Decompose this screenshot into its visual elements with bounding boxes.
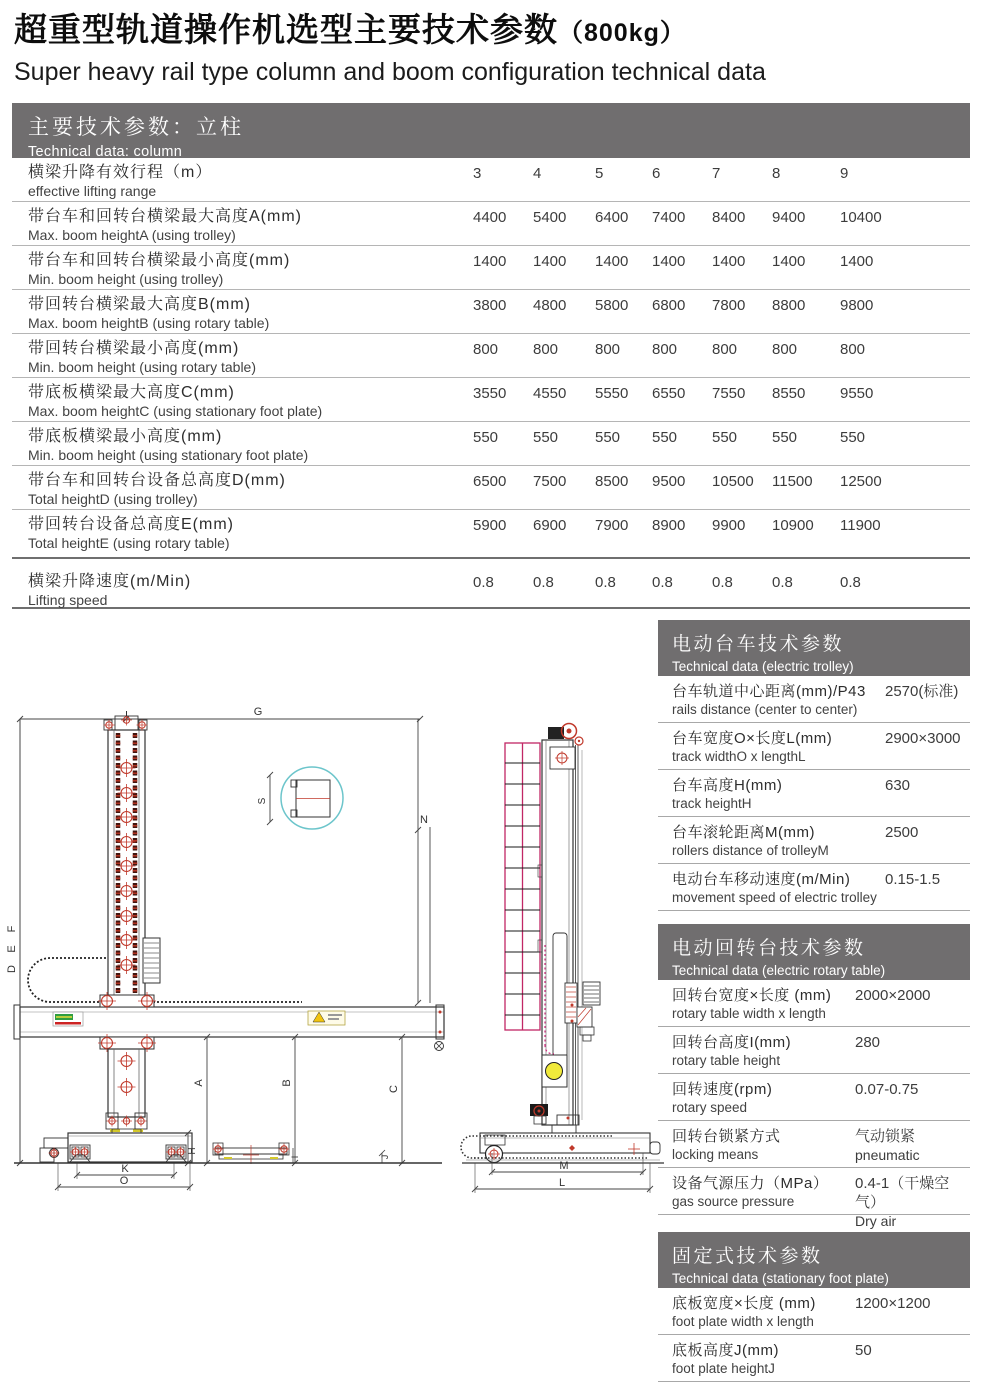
cell-value: 800 [533,341,559,358]
cell-value: 4800 [533,297,567,314]
page-title-zh: 超重型轨道操作机选型主要技术参数 [14,11,558,48]
cell-value: 4400 [473,209,507,226]
footplate-title-zh: 固定式技术参数 [672,1246,823,1267]
cell-value: 550 [473,429,499,446]
dim-label-k: K [121,1163,129,1175]
cell-value: 8400 [712,209,746,226]
side-view-drawing [442,705,667,1195]
column-table-title-zh: 主要技术参数：立柱 [28,116,244,139]
footplate-technical-table [658,1232,970,1382]
cell-value: 7800 [712,297,746,314]
rotary-title-zh: 电动回转台技术参数 [672,938,866,959]
trolley-table-header [658,620,970,676]
row-label-zh: 横梁升降速度(m/Min) [28,573,192,590]
cell-value: 7900 [595,517,629,534]
cell-value: 1400 [533,253,567,270]
cell-value: 0.8 [840,574,861,591]
cell-value: 10400 [840,209,882,226]
row-label-en: track heightH [672,796,752,811]
cell-value: 9900 [712,517,746,534]
page-title [14,10,766,53]
column-table-header [12,103,970,158]
cell-value-zh: 气动锁紧 [855,1128,916,1145]
row-label-zh: 带底板横梁最小高度(mm) [28,428,223,445]
table-row [658,676,970,723]
cell-value: 0.8 [712,574,733,591]
cell-value: 5 [595,165,604,182]
cell-value: 550 [840,429,866,446]
rotary-title-en: Technical data (electric rotary table) [672,963,886,978]
cell-value: 7 [712,165,721,182]
row-label-en: rotary table height [672,1053,781,1068]
dim-label-c: C [388,1085,400,1093]
row-label-en: Max. boom heightB (using rotary table) [28,315,270,331]
row-label-zh: 带回转台横梁最小高度(mm) [28,340,240,357]
cell-value: 0.8 [473,574,494,591]
cell-value: 5400 [533,209,567,226]
row-label-zh: 台车宽度O×长度L(mm) [672,730,833,747]
row-label-en: movement speed of electric trolley [672,890,877,905]
row-label-en: effective lifting range [28,183,157,199]
cell-value: 0.8 [533,574,554,591]
cell-value: 11900 [840,517,881,534]
dim-label-o: O [119,1175,129,1187]
table-row [658,1027,970,1074]
cell-value: 550 [712,429,738,446]
footplate-title-en: Technical data (stationary foot plate) [672,1271,889,1286]
table-row [12,158,970,202]
cell-value: 2000×2000 [855,987,931,1004]
row-label-zh: 带回转台设备总高度E(mm) [28,516,234,533]
dim-label-h: H [187,1147,198,1155]
row-label-zh: 底板高度J(mm) [672,1342,779,1359]
table-row [658,1288,970,1335]
cell-value-zh: 0.4-1（干燥空气） [855,1175,950,1211]
cell-value: 0.15-1.5 [885,871,941,888]
footplate-table-header [658,1232,970,1288]
dim-label-n: N [420,814,428,826]
cell-value: 7500 [533,473,567,490]
table-row [12,290,970,334]
row-label-zh: 带回转台横梁最大高度B(mm) [28,296,251,313]
cell-value: 2900×3000 [885,730,961,747]
cell-value: 550 [772,429,798,446]
cell-value: 10500 [712,473,754,490]
cell-value: 0.8 [772,574,793,591]
row-label-zh: 回转台高度I(mm) [672,1034,792,1051]
dim-label-a: A [193,1079,205,1087]
cell-value: 800 [652,341,678,358]
cell-value: 630 [885,777,911,794]
dim-label-m: M [559,1160,569,1172]
row-label-zh: 回转速度(rpm) [672,1081,773,1098]
cell-value: 800 [772,341,798,358]
cell-value: 8500 [595,473,629,490]
page-subtitle: Super heavy rail type column and boom configuration technical data [14,58,766,86]
row-label-zh: 台车滚轮距离M(mm) [672,824,815,841]
row-label-en: rollers distance of trolleyM [672,843,829,858]
table-row [658,1121,970,1168]
table-row [12,422,970,466]
cell-value: 6900 [533,517,567,534]
table-row [658,1335,970,1382]
row-label-zh: 底板宽度×长度 (mm) [672,1295,816,1312]
cell-value: 1400 [595,253,629,270]
table-row [658,817,970,864]
table-row [658,770,970,817]
dim-label-f: F [6,925,18,933]
row-label-zh: 带台车和回转台横梁最小高度(mm) [28,252,291,269]
cell-value: 1200×1200 [855,1295,931,1312]
front-view-drawing [6,705,446,1200]
cell-value: 800 [712,341,738,358]
table-row [658,1074,970,1121]
row-label-zh: 带底板横梁最大高度C(mm) [28,384,235,401]
cell-value: 5800 [595,297,629,314]
rotary-table-header [658,924,970,980]
row-label-en: Lifting speed [28,592,108,608]
cell-value: 6 [652,165,661,182]
dim-label-e: E [6,945,18,953]
row-label-zh: 横梁升降有效行程（m） [28,164,213,181]
cell-value: 8800 [772,297,806,314]
row-label-en: Min. boom height (using trolley) [28,271,224,287]
cell-value: 1400 [772,253,806,270]
cell-value: 10900 [772,517,814,534]
column-table-title-en: Technical data: column [28,144,183,160]
cell-value: 4550 [533,385,567,402]
cell-value: 1400 [712,253,746,270]
cell-value-en: Dry air [855,1213,897,1229]
cell-value: 8 [772,165,781,182]
row-label-en: gas source pressure [672,1194,795,1209]
cell-value: 800 [595,341,621,358]
table-row [658,980,970,1027]
table-row [12,334,970,378]
cell-value: 7550 [712,385,746,402]
cell-value: 9400 [772,209,806,226]
row-label-en: locking means [672,1147,759,1162]
cell-value: 6800 [652,297,686,314]
cell-value: 6550 [652,385,686,402]
row-label-en: Min. boom height (using stationary foot plate) [28,447,309,463]
trolley-technical-table [658,620,970,911]
cell-value: 9800 [840,297,874,314]
cell-value: 1400 [473,253,507,270]
row-label-en: Min. boom height (using rotary table) [28,359,256,375]
column-technical-table [12,103,970,609]
dim-label-d: D [6,965,18,973]
row-label-en: foot plate heightJ [672,1361,775,1376]
cell-value: 550 [652,429,678,446]
table-row [12,559,970,609]
cell-value: 3550 [473,385,507,402]
row-label-zh: 回转台锁紧方式 [672,1128,781,1145]
page-title-block [14,10,766,86]
dim-label-b: B [281,1079,293,1087]
cell-value [855,1127,920,1165]
row-label-en: Max. boom heightA (using trolley) [28,227,236,243]
dim-label-l: L [558,1177,566,1189]
table-row [12,466,970,510]
table-row [658,864,970,911]
cell-value: 0.8 [652,574,673,591]
cell-value: 1400 [840,253,874,270]
cell-value: 3 [473,165,482,182]
dim-label-g: G [253,706,263,718]
cell-value: 280 [855,1034,881,1051]
cell-value: 9 [840,165,849,182]
table-row [12,378,970,422]
cell-value: 800 [840,341,866,358]
row-label-zh: 台车轨道中心距离(mm)/P43 [672,683,866,700]
cell-value: 2570(标准) [885,683,959,700]
cell-value: 5900 [473,517,507,534]
cell-value: 7400 [652,209,686,226]
cell-value: 4 [533,165,542,182]
trolley-title-zh: 电动台车技术参数 [672,634,845,655]
row-label-zh: 设备气源压力（MPa） [672,1175,829,1192]
row-label-zh: 电动台车移动速度(m/Min) [672,871,851,888]
cell-value: 8900 [652,517,686,534]
row-label-en: foot plate width x length [672,1314,814,1329]
row-label-zh: 台车高度H(mm) [672,777,783,794]
row-label-en: rails distance (center to center) [672,702,858,717]
cell-value: 2500 [885,824,919,841]
row-label-en: Max. boom heightC (using stationary foot plate) [28,403,323,419]
cell-value: 12500 [840,473,882,490]
cell-value-en: pneumatic [855,1147,920,1163]
cell-value: 1400 [652,253,686,270]
table-row [12,246,970,290]
table-row [12,510,970,559]
row-label-en: Total heightD (using trolley) [28,491,198,507]
cell-value: 550 [533,429,559,446]
row-label-zh: 回转台宽度×长度 (mm) [672,987,832,1004]
cell-value: 550 [595,429,621,446]
rotary-technical-table [658,924,970,1229]
cell-value: 11500 [772,473,813,490]
row-label-zh: 带台车和回转台设备总高度D(mm) [28,472,286,489]
cell-value: 9550 [840,385,874,402]
row-label-en: track widthO x lengthL [672,749,806,764]
row-label-en: Total heightE (using rotary table) [28,535,230,551]
dim-label-i: I [290,1155,300,1159]
dim-label-s: S [257,797,268,805]
row-label-en: rotary speed [672,1100,748,1115]
dim-label-j: J [380,1154,390,1160]
table-row [658,723,970,770]
cell-value: 50 [855,1342,872,1359]
row-label-en: rotary table width x length [672,1006,826,1021]
table-row [658,1168,970,1229]
cell-value: 0.8 [595,574,616,591]
cell-value: 6500 [473,473,507,490]
cell-value: 8550 [772,385,806,402]
cell-value: 800 [473,341,499,358]
cell-value: 3800 [473,297,507,314]
row-label-zh: 带台车和回转台横梁最大高度A(mm) [28,208,302,225]
table-row [12,202,970,246]
cell-value: 6400 [595,209,629,226]
cell-value: 0.07-0.75 [855,1081,919,1098]
trolley-title-en: Technical data (electric trolley) [672,659,854,674]
cell-value: 9500 [652,473,686,490]
cell-value: 5550 [595,385,629,402]
page-title-capacity: （800kg） [558,19,686,47]
cell-value [855,1174,970,1231]
